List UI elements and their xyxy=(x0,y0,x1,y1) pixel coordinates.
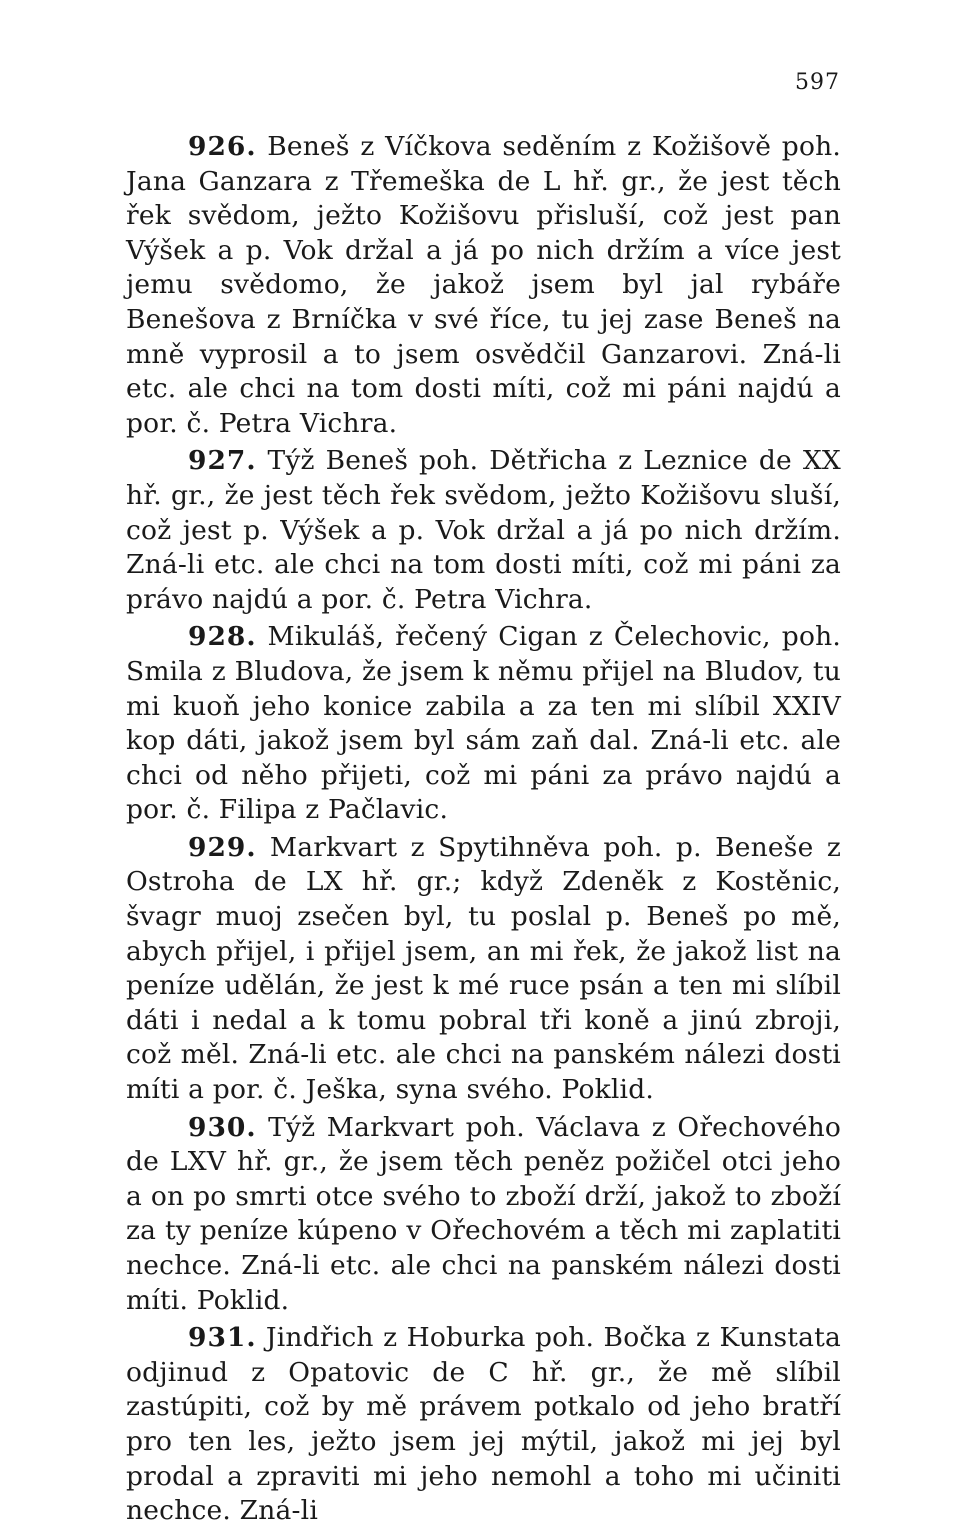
entry-number: 927. xyxy=(188,445,257,477)
page-number: 597 xyxy=(795,70,840,95)
entry-text: Beneš z Víčkova seděním z Kožišově poh. Jana Ganzara z Třemeška de L hř. gr., že jest těch řek svědom, ježto Kožišovu přisluší, což jest pan Výšek a p. Vok držal a já po nich držím a více jest jemu svědomo, že jakož jsem byl jal rybáře Benešova z Brníčka v své říce, tu jej zase Beneš na mně vyprosil a to jsem osvědčil Ganzarovi. Zná-li etc. ale chci na tom dosti míti, což mi páni najdú a por. č. Petra Vichra. xyxy=(126,131,842,439)
entry-930 xyxy=(126,1111,841,1319)
entry-text: Jindřich z Hoburka poh. Bočka z Kunstata odjinud z Opatovic de C hř. gr., že mě slíbil zastúpiti, což by mě právem potkalo od jeho bratří pro ten les, ježto jsem jej mýtil, jakož mi jej byl prodal a zpraviti mi jeho nemohl a toho mi učiniti nechce. Zná-li xyxy=(126,1322,842,1527)
entry-927 xyxy=(126,444,841,617)
entry-text: Mikuláš, řečený Cigan z Čelechovic, poh. Smila z Bludova, že jsem k němu přijel na Bludov, tu mi kuoň jeho konice zabila a za ten mi slíbil XXIV kop dáti, jakož jsem byl sám zaň dal. Zná-li etc. ale chci od něho přijeti, což mi páni za právo najdú a por. č. Filipa z Pačlavic. xyxy=(126,621,841,826)
entry-text: Týž Markvart poh. Václava z Ořechového de LXV hř. gr., že jsem těch peněz požičel otci jeho a on po smrti otce svého to zboží drží, jakož to zboží za ty peníze kúpeno v Ořechovém a těch mi zaplatiti nechce. Zná-li etc. ale chci na panském nálezi dosti míti. Poklid. xyxy=(126,1111,842,1316)
entry-text: Markvart z Spytihněva poh. p. Beneše z Ostroha de LX hř. gr.; když Zdeněk z Kostěnic, švagr muoj zsečen byl, tu poslal p. Beneš po mě, abych přijel, i přijel jsem, an mi řek, že jakož list na peníze udělán, že jest k mé ruce psán a ten mi slíbil dáti i nedal a k tomu pobral tři koně a jinú zbroji, což měl. Zná-li etc. ale chci na panském nálezi dosti míti a por. č. Ješka, syna svého. Poklid. xyxy=(126,831,841,1106)
entry-926 xyxy=(126,130,841,441)
entry-number: 931. xyxy=(188,1322,257,1354)
entry-text: Týž Beneš poh. Dětřicha z Leznice de XX hř. gr., že jest těch řek svědom, ježto Kožišovu sluší, což jest p. Výšek a p. Vok držal a já po nich držím. Zná-li etc. ale chci na tom dosti míti, což mi páni za právo najdú a por. č. Petra Vichra. xyxy=(126,445,841,615)
entry-number: 928. xyxy=(188,621,257,653)
entry-number: 929. xyxy=(188,831,257,863)
entry-number: 930. xyxy=(188,1111,257,1143)
entry-928 xyxy=(126,620,841,828)
entry-929 xyxy=(126,831,841,1108)
entry-931 xyxy=(126,1321,841,1529)
entry-number: 926. xyxy=(188,131,257,162)
text-body xyxy=(126,130,841,1532)
